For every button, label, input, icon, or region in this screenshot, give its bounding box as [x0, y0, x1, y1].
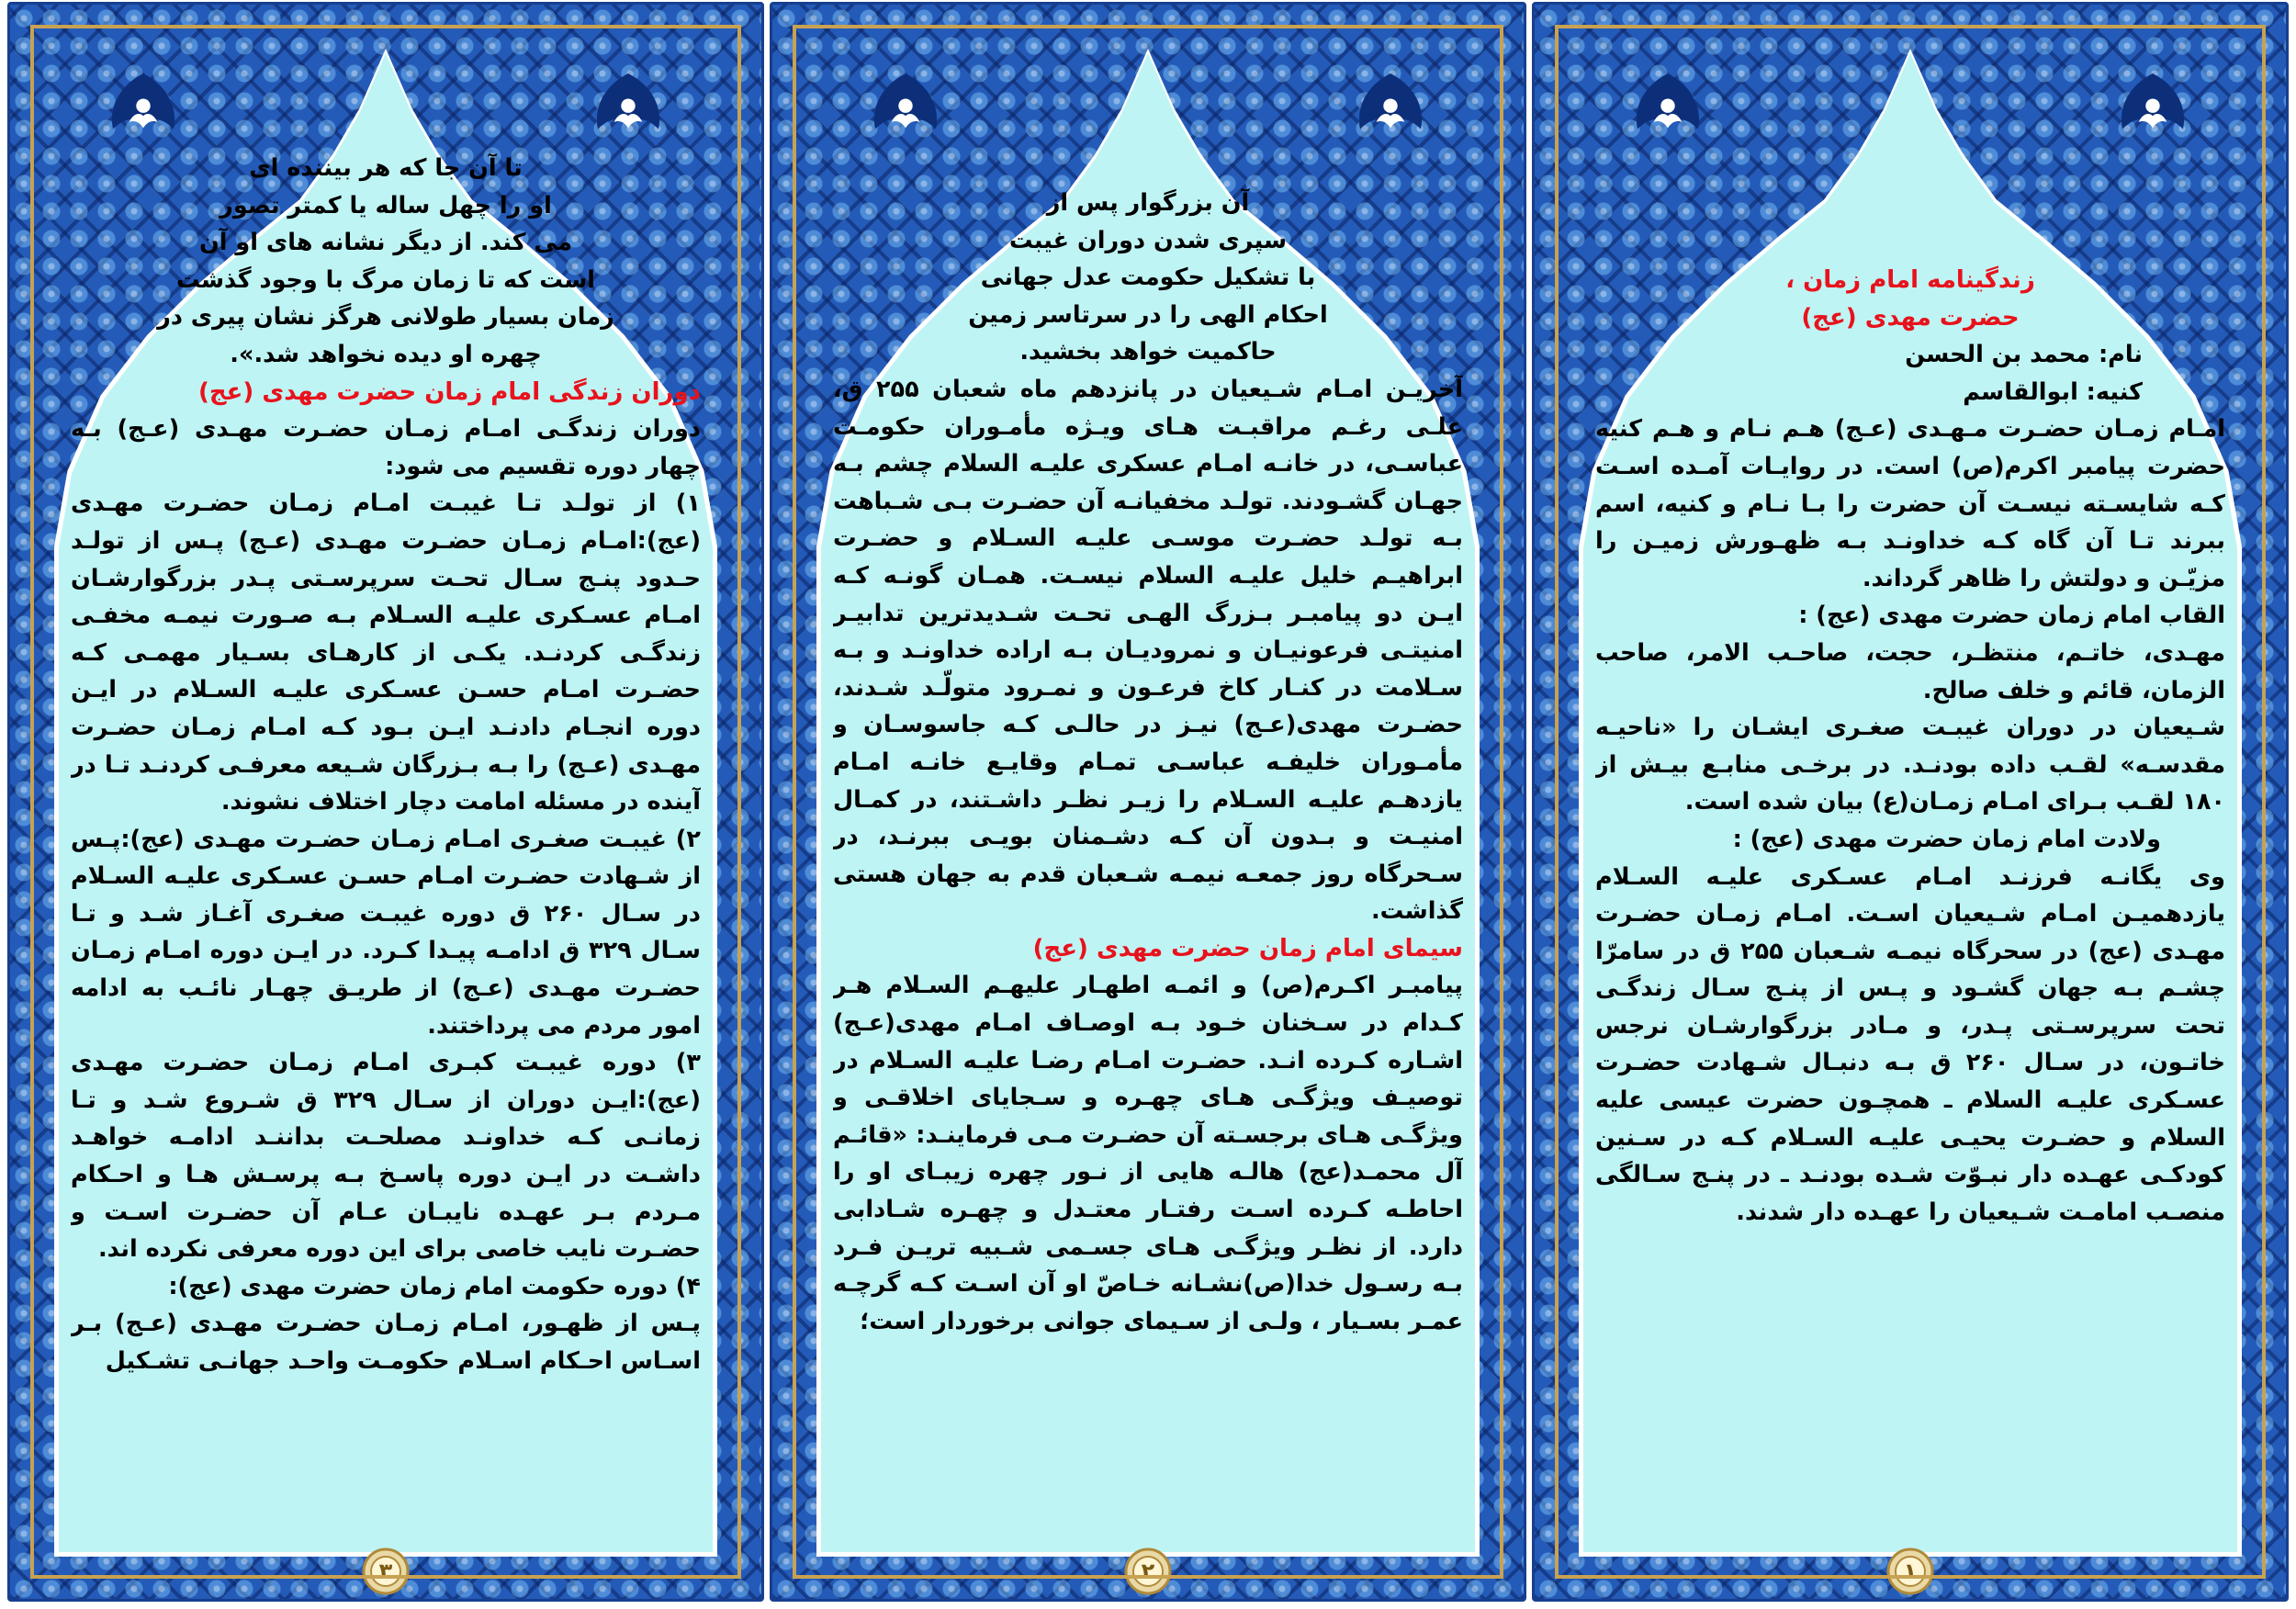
- panel-page-1: [1532, 2, 2289, 1602]
- page-number: ۲: [1141, 1558, 1155, 1584]
- name-line: نام: محمد بن الحسن: [1905, 341, 2143, 369]
- paragraph: ۱) از تولـد تـا غیبـت امـام زمـان حضـرت مهـدی (عج):امـام زمـان حضـرت مهـدی (عـج) پـس از تولـد حـدود پنـج سـال تحـت سرپرسـتی پـدر بزرگوارشـان امـام عسـکری علیـه السـلام بـه صـورت نیمـه مخفـی زندگـی کردنـد. یکـی از کارهـای بسـیار مهمـی کـه حضـرت امـام حسـن عسـکری علیـه السـلام در ایـن دوره انجـام دادنـد ایـن بـود کـه امـام زمـان حضـرت مهـدی (عـج) را بـه بـزرگان شـیعه معرفـی کردنـد تـا در آینده در مسئله امامت دچار اختلاف نشوند.: [71, 489, 701, 816]
- intro-line: تا آن جا که هر بیننده ای: [249, 154, 523, 182]
- page-number: ۱: [1903, 1558, 1918, 1584]
- panel-page-3: [7, 2, 764, 1602]
- intro-verse: [833, 185, 1463, 371]
- intro-line: چهره او دیده نخواهد شد.».: [230, 340, 542, 368]
- paragraph: ولادت امام زمان حضرت مهدی (عج) :: [1732, 825, 2161, 853]
- intro-line: احکام الهی را در سرتاسر زمین: [968, 300, 1328, 329]
- page-number: ۳: [378, 1558, 393, 1584]
- panel-page-2: [770, 2, 1526, 1602]
- kunya-line: کنیه: ابوالقاسم: [1963, 377, 2143, 406]
- arabesque-ornament-icon: [1617, 63, 1718, 164]
- paragraph: آخریـن امـام شـیعیان در پانزدهم ماه شعبان ۲۵۵ ق، علـی رغـم مراقبـت هـای ویـژه مأمـوران حکومـت عباسـی، در خانـه امـام عسکری علیـه السلام چشم بـه جهـان گشـودند. تولـد مخفیانـه آن حضـرت بـی شـباهت بـه تولـد حضـرت موسـی علیـه السـلام و حضـرت ابراهیـم خلیل علیـه السلام نیسـت. همـان گونـه کـه ایـن دو پیامبـر بـزرگ الهـی تحـت شـدیدترین تدابیـر امنیتـی فرعونیـان و نمرودیـان بـه اراده خداونـد و بـه سـلامت در کنـار کاخ فرعـون و نمـرود متولّـد شـدند، حضـرت مهدی(عـج) نیـز در حالـی کـه جاسوسـان و مأمـوران خلیفـه عباسـی تمـام وقایـع خانـه امـام یازدهـم علیـه السـلام را زیـر نظـر داشـتند، در کمـال امنیـت و بـدون آن کـه دشـمنان بویـی ببرنـد، در سـحرگاه روز جمعـه نیمـه شـعبان قدم به جهان هستی گذاشت.: [833, 375, 1463, 926]
- paragraph: دوران زندگـی امـام زمـان حضـرت مهـدی (عـج) بـه چهار دوره تقسیم می شود:: [71, 415, 701, 480]
- intro-line: می کند. از دیگر نشانه های او آن: [198, 229, 573, 257]
- section-heading: سیمای امام زمان حضرت مهدی (عج): [1032, 934, 1463, 962]
- paragraph: پـس از ظهـور، امـام زمـان حضـرت مهـدی (عـج) بـر اسـاس احـکام اسـلام حکومـت واحـد جهانـی تشـکیل: [71, 1310, 701, 1375]
- paragraph: امـام زمـان حضـرت مـهـدی (عـج) هـم نـام و هـم کنیه حضرت پیامبر اکرم(ص) است. در روایـات آمـده اسـت کـه شایسـته نیسـت آن حضرت را بـا نـام و کنیه، اسم ببرند تـا آن گاه کـه خداونـد بـه ظهـورش زمیـن را مزیّـن و دولتش را ظاهر گرداند.: [1595, 415, 2225, 592]
- paragraph: شـیعیان در دوران غیبـت صغـری ایشـان را «ناحیـه مقدسـه» لقـب داده بودنـد. در برخـی منابـع بیـش از ۱۸۰ لقـب بـرای امـام زمـان(ع) بیان شده است.: [1595, 714, 2225, 816]
- panel-text: [71, 150, 701, 1540]
- intro-verse: [71, 150, 701, 374]
- intro-line: با تشکیل حکومت عدل جهانی: [980, 264, 1316, 292]
- page-number-badge: [1124, 1547, 1172, 1595]
- paragraph: ۳) دوره غیبـت کبـری امـام زمـان حضـرت مهـدی (عج):ایـن دوران از سـال ۳۲۹ ق شـروع شـد و تـا زمانـی کـه خداونـد مصلحـت بداننـد ادامـه خواهـد داشـت در ایـن دوره پاسـخ بـه پرسـش هـا و احـکام مـردم بـر عهـده نایبـان عـام آن حضـرت اسـت و حضـرت نایب خاصی برای این دوره معرفی نکرده اند.: [71, 1049, 701, 1264]
- arabesque-ornament-icon: [855, 63, 956, 164]
- intro-line: او را چهل ساله یا کمتر تصور: [219, 191, 552, 219]
- intro-line: سپری شدن دوران غیبت: [1008, 226, 1288, 254]
- page-number-badge: [1886, 1547, 1934, 1595]
- paragraph: پیامبـر اکـرم(ص) و ائمـه اطهـار علیهـم السـلام هـر کـدام در سـخنان خـود بـه اوصـاف امـام مهدی(عـج) اشـاره کـرده انـد. حضـرت امـام رضـا علیـه السـلام در توصیـف ویژگـی هـای چهـره و سـجایای اخلاقـی و ویژگـی هـای برجسـته آن حضـرت مـی فرماینـد: «قائـم آل محمـد(عج) هالـه هایی از نـور چهره زیبـای او را احاطـه کـرده اسـت رفتـار معتـدل و چهـره شـادابی دارد. از نظـر ویژگـی هـای جسـمی شـبیه تریـن فـرد بـه رسـول خدا(ص)نشـانه خـاصّ او آن اسـت کـه گرچـه عمـر بسـیار ، ولـی از سـیمای جوانی برخوردار است؛: [833, 972, 1463, 1335]
- panel-text: [1595, 262, 2225, 1540]
- paragraph: ۴) دوره حکومت امام زمان حضرت مهدی (عج):: [168, 1272, 701, 1300]
- intro-line: حاکمیت خواهد بخشید.: [1019, 338, 1277, 366]
- bio-title-line2: حضرت مهدی (عج): [1801, 303, 2020, 332]
- paragraph: مهـدی، خاتـم، منتظـر، حجت، صاحـب الامر، صاحب الزمان، قائم و خلف صالح.: [1595, 638, 2225, 704]
- page-number-badge: [362, 1547, 410, 1595]
- intro-line: است که تا زمان مرگ با وجود گذشت: [175, 265, 596, 294]
- arabesque-ornament-icon: [1340, 63, 1441, 164]
- bio-title-line1: زندگینامه امام زمان ،: [1785, 266, 2035, 294]
- intro-line: زمان بسیار طولانی هرگز نشان پیری در: [157, 303, 614, 332]
- paragraph: القاب امام زمان حضرت مهدی (عج) :: [1798, 602, 2225, 630]
- intro-line: آن بزرگوار پس از: [1046, 189, 1250, 217]
- arabesque-ornament-icon: [2102, 63, 2203, 164]
- panel-text: [833, 185, 1463, 1540]
- section-heading: دوران زندگی امام زمان حضرت مهدی (عج): [198, 377, 701, 406]
- paragraph: وی یگانـه فرزنـد امـام عسـکری علیـه السـلام یازدهمیـن امـام شـیعیان اسـت. امـام زمـان حضـرت مهـدی (عج) در سحرگاه نیمـه شـعبان ۲۵۵ ق در سامرّا چشـم بـه جهان گشـود و پـس از پنـج سـال زندگـی تحت سرپرسـتی پـدر، و مـادر بزرگوارشـان نرجس خاتـون، در سـال ۲۶۰ ق بـه دنبـال شـهادت حضـرت عسـکری علیـه السلام ـ همچـون حضرت عیسی علیه السلام و حضـرت یحیـی علیـه السـلام کـه در سـنین کودکـی عهـده دار نبـوّت شـده بودنـد ـ در پنـج سـالگی منصـب امامـت شـیعیان را عهـده دار شدند.: [1595, 862, 2225, 1226]
- paragraph: ۲) غیبـت صغـری امـام زمـان حضـرت مهـدی (عج):پـس از شـهادت حضـرت امـام حسـن عسـکری علیـه السـلام در سـال ۲۶۰ ق دوره غیبـت صغـری آغـاز شـد و تـا سـال ۳۲۹ ق ادامـه پیـدا کـرد. در ایـن دوره امـام زمـان حضـرت مهـدی (عـج) از طریـق چهـار نائـب به ادامه امور مردم می پرداختند.: [71, 825, 701, 1040]
